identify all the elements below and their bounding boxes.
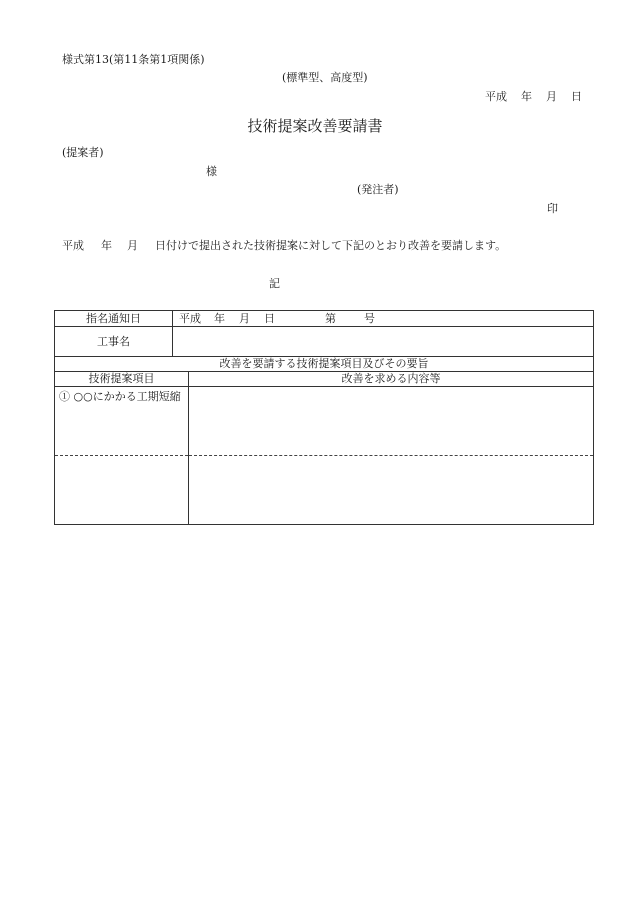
project-name-row	[55, 327, 594, 357]
dashed-divider	[189, 455, 593, 456]
header-date-era: 平成	[485, 90, 507, 103]
col-header-content: 改善を求める内容等	[189, 372, 594, 387]
item-row	[55, 387, 594, 525]
header-date-year: 年	[521, 90, 532, 103]
orderer-label: (発注者)	[357, 183, 399, 196]
seal-mark: 印	[547, 202, 558, 215]
header-date-day: 日	[571, 90, 582, 103]
project-name-value[interactable]	[173, 327, 594, 357]
project-name-label: 工事名	[55, 327, 173, 357]
request-table	[54, 310, 594, 525]
col-header-item: 技術提案項目	[55, 372, 189, 387]
form-type: (標準型、高度型)	[282, 71, 368, 84]
statement-era: 平成	[62, 239, 84, 252]
content-cell[interactable]	[189, 387, 594, 525]
item-cell[interactable]	[55, 387, 189, 525]
designation-era: 平成	[179, 311, 201, 325]
section-header-row	[55, 357, 594, 372]
document-title: 技術提案改善要請書	[247, 117, 383, 135]
designation-go: 号	[364, 311, 375, 325]
designation-day: 日	[264, 311, 275, 325]
statement-month: 月	[127, 239, 138, 252]
header-date-month: 月	[546, 90, 557, 103]
proposer-label: (提案者)	[62, 146, 104, 159]
designation-date-row	[55, 311, 594, 327]
request-statement	[62, 239, 506, 253]
form-number: 様式第13(第11条第1項関係)	[62, 53, 205, 66]
header-date	[485, 90, 582, 104]
honorific-sama: 様	[206, 165, 217, 178]
item-1-text: ① ○○にかかる工期短縮	[59, 390, 181, 403]
statement-year: 年	[101, 239, 112, 252]
designation-year: 年	[214, 311, 225, 325]
designation-date-value[interactable]	[173, 311, 594, 327]
dashed-divider	[55, 455, 188, 456]
column-header-row	[55, 372, 594, 387]
statement-text: 日付けで提出された技術提案に対して下記のとおり改善を要請します。	[155, 239, 507, 252]
designation-date-label: 指名通知日	[55, 311, 173, 327]
designation-dai: 第	[325, 311, 336, 325]
section-header: 改善を要請する技術提案項目及びその要旨	[55, 357, 594, 372]
designation-month: 月	[239, 311, 250, 325]
ki-marker: 記	[269, 277, 280, 290]
